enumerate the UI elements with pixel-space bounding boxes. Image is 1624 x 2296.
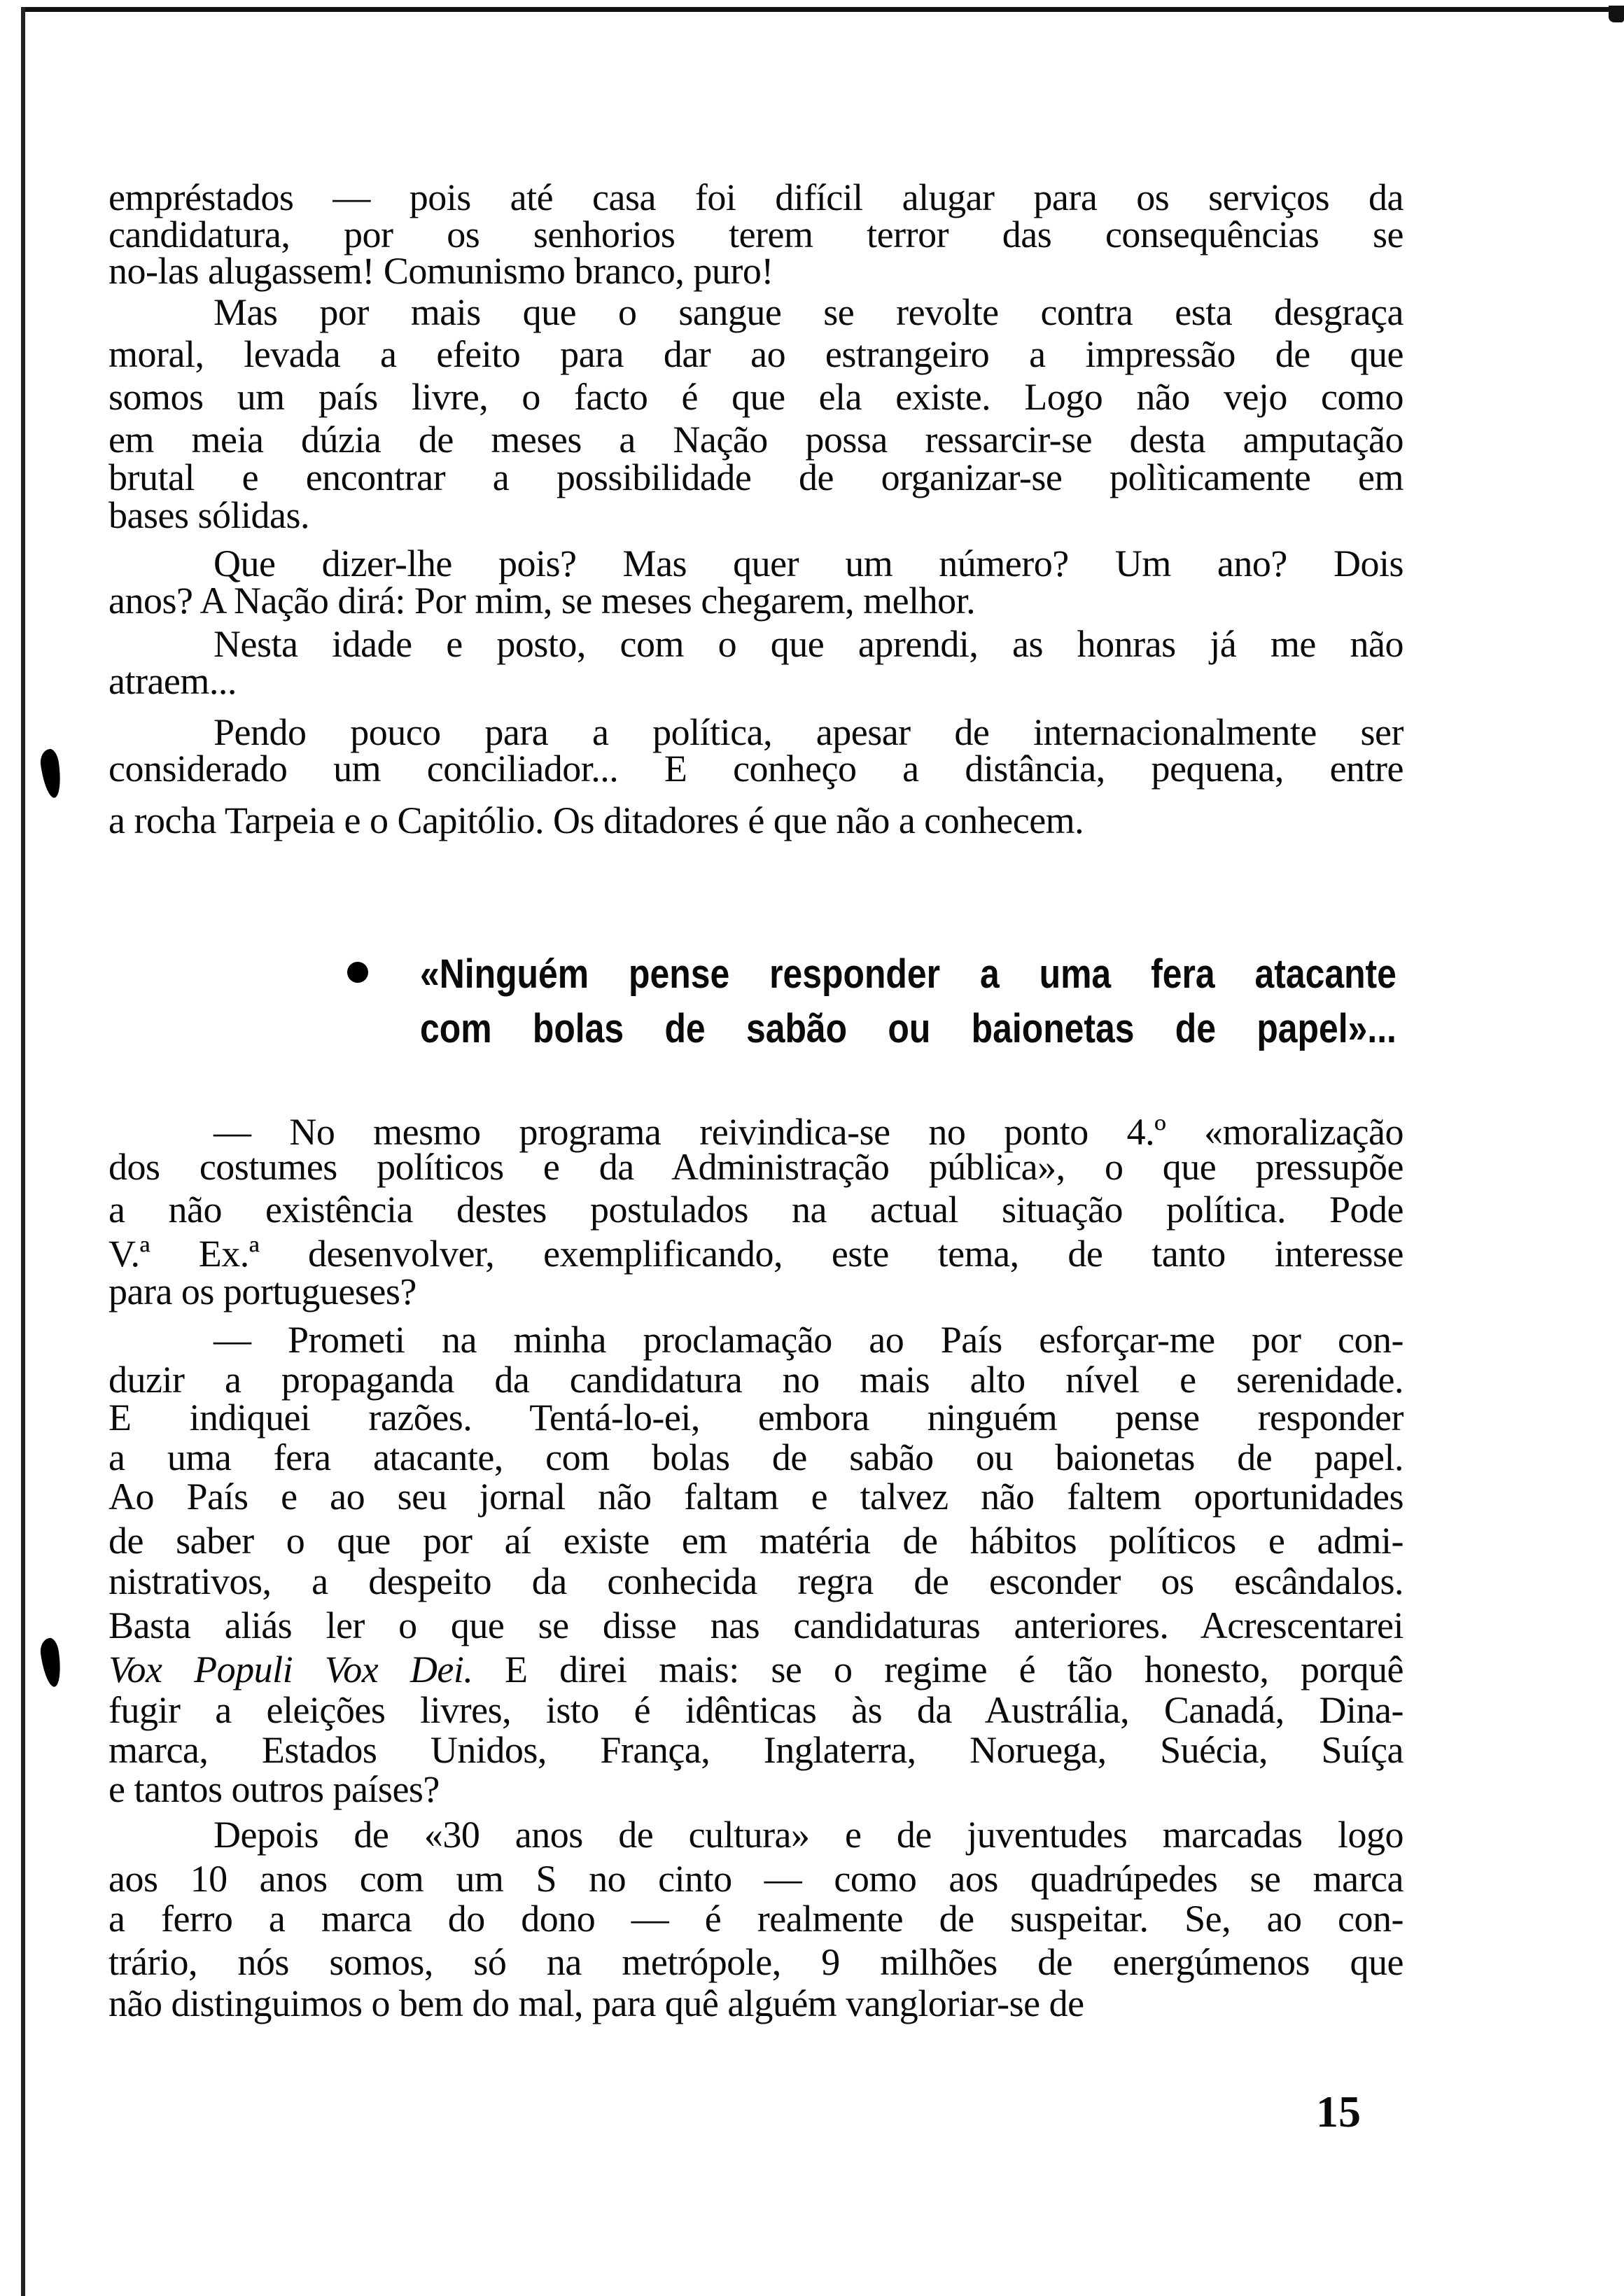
text-line	[108, 1647, 1404, 1692]
text-line: nistrativos, a despeito da conhecida regra de esconder os escândalos.	[108, 1560, 1404, 1602]
text-line: a ferro a marca do dono — é realmente de suspeitar. Se, ao con-	[108, 1898, 1404, 1940]
text-line: atraem...	[108, 660, 237, 702]
binding-hole-mark	[38, 748, 63, 799]
scan-border-top	[21, 7, 1624, 12]
text-line: Mas por mais que o sangue se revolte contra esta desgraça	[214, 291, 1404, 333]
scan-border-left	[21, 7, 25, 2296]
page-number: 15	[1316, 2087, 1361, 2136]
scan-corner-mark	[1609, 6, 1624, 22]
text-line: empréstados — pois até casa foi difícil alugar para os serviços da	[108, 176, 1404, 218]
section-heading-line: «Ninguém pense responder a uma fera atacante	[420, 951, 1396, 997]
text-line: não distinguimos o bem do mal, para quê alguém vangloriar-se de	[108, 1982, 1084, 2024]
text-line: candidatura, por os senhorios terem terror das consequências se	[108, 214, 1404, 255]
text-line: de saber o que por aí existe em matéria de hábitos políticos e admi-	[108, 1520, 1404, 1562]
text-line: a uma fera atacante, com bolas de sabão ou baionetas de papel.	[108, 1436, 1404, 1478]
section-heading-line: com bolas de sabão ou baionetas de papel»...	[420, 1006, 1396, 1051]
text-line: Basta aliás ler o que se disse nas candidaturas anteriores. Acrescentarei	[108, 1604, 1404, 1646]
text-line: — Prometi na minha proclamação ao País esforçar-me por con-	[214, 1319, 1404, 1361]
text-line: V.ª Ex.ª desenvolver, exemplificando, este tema, de tanto interesse	[108, 1233, 1404, 1275]
text-line: moral, levada a efeito para dar ao estrangeiro a impressão de que	[108, 333, 1404, 375]
text-line: aos 10 anos com um S no cinto — como aos quadrúpedes se marca	[108, 1858, 1404, 1900]
text-line: Depois de «30 anos de cultura» e de juventudes marcadas logo	[214, 1814, 1404, 1856]
text-line: considerado um conciliador... E conheço a distância, pequena, entre	[108, 748, 1404, 790]
text-line: somos um país livre, o facto é que ela existe. Logo não vejo como	[108, 376, 1404, 418]
text-line: — No mesmo programa reivindica-se no ponto 4.º «moralização	[214, 1111, 1404, 1153]
heading-bullet-icon	[347, 962, 368, 983]
text-line: bases sólidas.	[108, 494, 309, 536]
text-line: Pendo pouco para a política, apesar de internacionalmente ser	[214, 711, 1404, 753]
text-line: a rocha Tarpeia e o Capitólio. Os ditadores é que não a conhecem.	[108, 799, 1084, 841]
italic-phrase: Vox Populi Vox Dei.	[108, 1648, 473, 1690]
text-line: Que dizer-lhe pois? Mas quer um número? Um ano? Dois	[214, 542, 1404, 584]
text-line: Ao País e ao seu jornal não faltam e talvez não faltem oportunidades	[108, 1476, 1404, 1518]
text-line: E indiquei razões. Tentá-lo-ei, embora ninguém pense responder	[108, 1396, 1404, 1438]
text-line: trário, nós somos, só na metrópole, 9 milhões de energúmenos que	[108, 1941, 1404, 1983]
text-line: e tantos outros países?	[108, 1768, 440, 1810]
text-line: duzir a propaganda da candidatura no mais alto nível e serenidade.	[108, 1359, 1404, 1401]
text-line: brutal e encontrar a possibilidade de organizar-se polìticamente em	[108, 456, 1404, 498]
text-line: a não existência destes postulados na actual situação política. Pode	[108, 1189, 1404, 1231]
text-line: marca, Estados Unidos, França, Inglaterra, Noruega, Suécia, Suíça	[108, 1729, 1404, 1771]
text-line: em meia dúzia de meses a Nação possa ressarcir-se desta amputação	[108, 419, 1404, 461]
binding-hole-mark	[38, 1637, 63, 1688]
text-line: fugir a eleições livres, isto é idênticas às da Austrália, Canadá, Dina-	[108, 1689, 1404, 1731]
text-line: dos costumes políticos e da Administração pública», o que pressupõe	[108, 1146, 1404, 1188]
text-line: no-las alugassem! Comunismo branco, puro!	[108, 250, 774, 292]
text-line: Nesta idade e posto, com o que aprendi, as honras já me não	[214, 623, 1404, 665]
text-line: para os portugueses?	[108, 1270, 416, 1312]
text-segment: E direi mais: se o regime é tão honesto, porquê	[472, 1648, 1404, 1690]
text-line: anos? A Nação dirá: Por mim, se meses chegarem, melhor.	[108, 580, 976, 622]
